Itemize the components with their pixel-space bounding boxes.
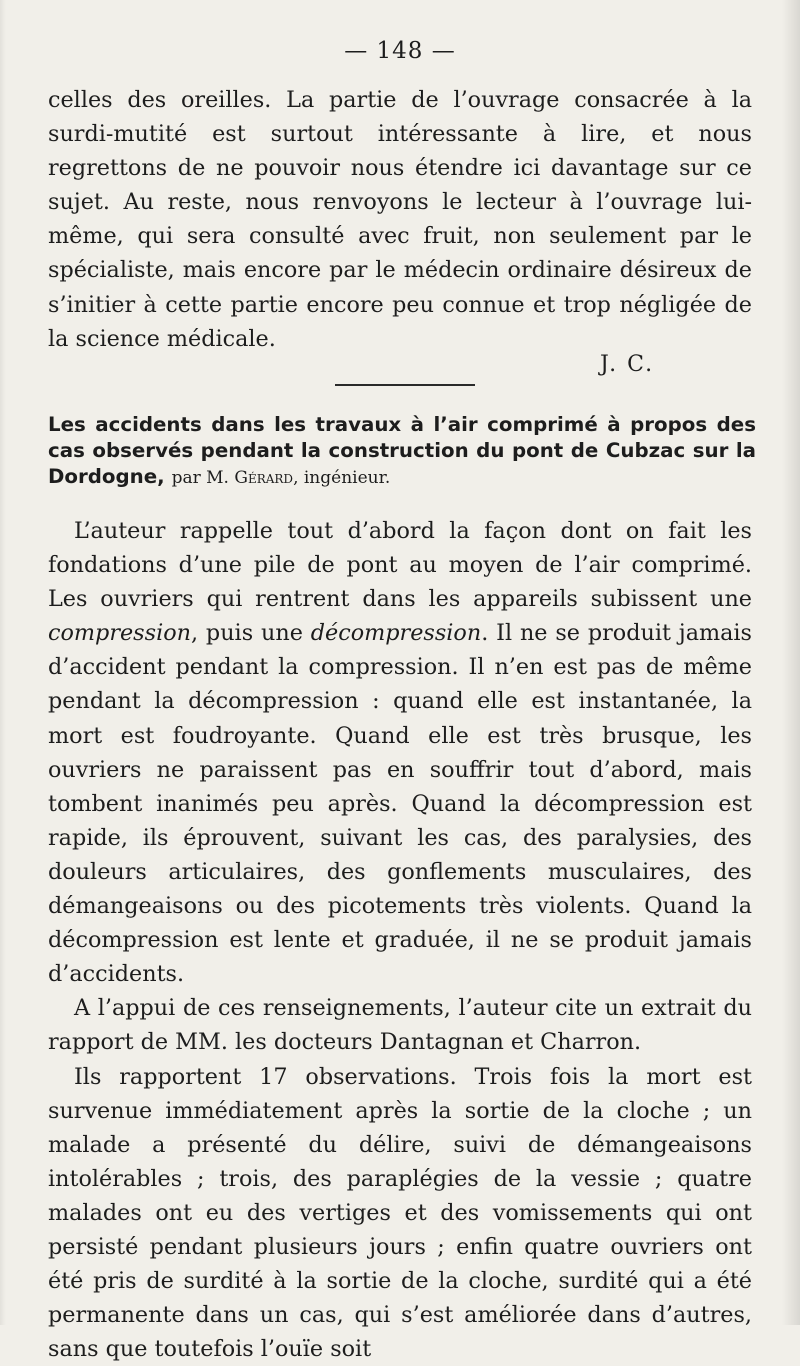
article-author: Gérard xyxy=(234,468,293,488)
article-body xyxy=(48,514,752,1366)
byline-suffix: , ingénieur. xyxy=(293,468,390,488)
intro-paragraph-text: celles des oreilles. La partie de l’ouvrage consacrée à la surdi-mutité est surtout intéressante à lire, et nous regrettons de ne pouvoir nous étendre ici davantage sur ce sujet. Au reste, nous renvoyons le lecteur à l’ouvrage lui-même, qui sera consulté avec fruit, non seulement par le spécialiste, mais encore par le médecin ordinaire désireux de s’initier à cette partie encore peu connue et trop négligée de la science médicale. xyxy=(48,83,752,356)
emphasis-decompression: décompression xyxy=(311,620,481,646)
section-divider xyxy=(335,384,475,386)
article-byline xyxy=(172,468,391,488)
body-paragraph-1 xyxy=(48,514,752,991)
body-paragraph-3: Ils rapportent 17 observations. Trois fois la mort est survenue immédiatement après la sortie de la cloche ; un malade a présenté du délire, suivi de démangeaisons intolérables ; trois, des paraplégies de la vessie ; quatre malades ont eu des vertiges et des vomissements qui ont persisté pendant plusieurs jours ; enfin quatre ouvriers ont été pris de surdité à la sortie de la cloche, surdité qui a été permanente dans un cas, qui s’est améliorée dans d’autres, sans que toutefois l’ouïe soit xyxy=(48,1060,752,1366)
intro-paragraph xyxy=(48,83,752,356)
body-paragraph-2: A l’appui de ces renseignements, l’auteur cite un extrait du rapport de MM. les docteurs Dantagnan et Charron. xyxy=(48,991,752,1059)
page-number: — 148 — xyxy=(0,38,800,64)
paragraph-1-text-a: L’auteur rappelle tout d’abord la façon dont on fait les fondations d’une pile de pont au moyen de l’air comprimé. Les ouvriers qui rentrent dans les appareils subissent une xyxy=(48,518,752,612)
article-title: Les accidents dans les travaux à l’air comprimé à propos des cas observés pendant la construction du pont de Cubzac sur la Dordogne, xyxy=(48,413,756,488)
emphasis-compression: compression xyxy=(48,620,191,646)
paragraph-1-text-c: . Il ne se produit jamais d’accident pendant la compression. Il n’en est pas de même pendant la décompression : quand elle est instantanée, la mort est foudroyante. Quand elle est très brusque, les ouvriers ne paraissent pas en souffrir tout d’abord, mais tombent inanimés peu après. Quand la décompression est rapide, ils éprouvent, suivant les cas, des paralysies, des douleurs articulaires, des gonflements musculaires, des démangeaisons ou des picotements très violents. Quand la décompression est lente et graduée, il ne se produit jamais d’accidents. xyxy=(48,620,752,987)
paragraph-1-text-b: , puis une xyxy=(191,620,311,646)
article-heading xyxy=(48,412,756,491)
page-gutter-shadow xyxy=(0,0,6,1325)
review-signature: J. C. xyxy=(600,348,654,382)
byline-prefix: par M. xyxy=(172,468,229,488)
page-edge-shadow xyxy=(782,0,800,1325)
